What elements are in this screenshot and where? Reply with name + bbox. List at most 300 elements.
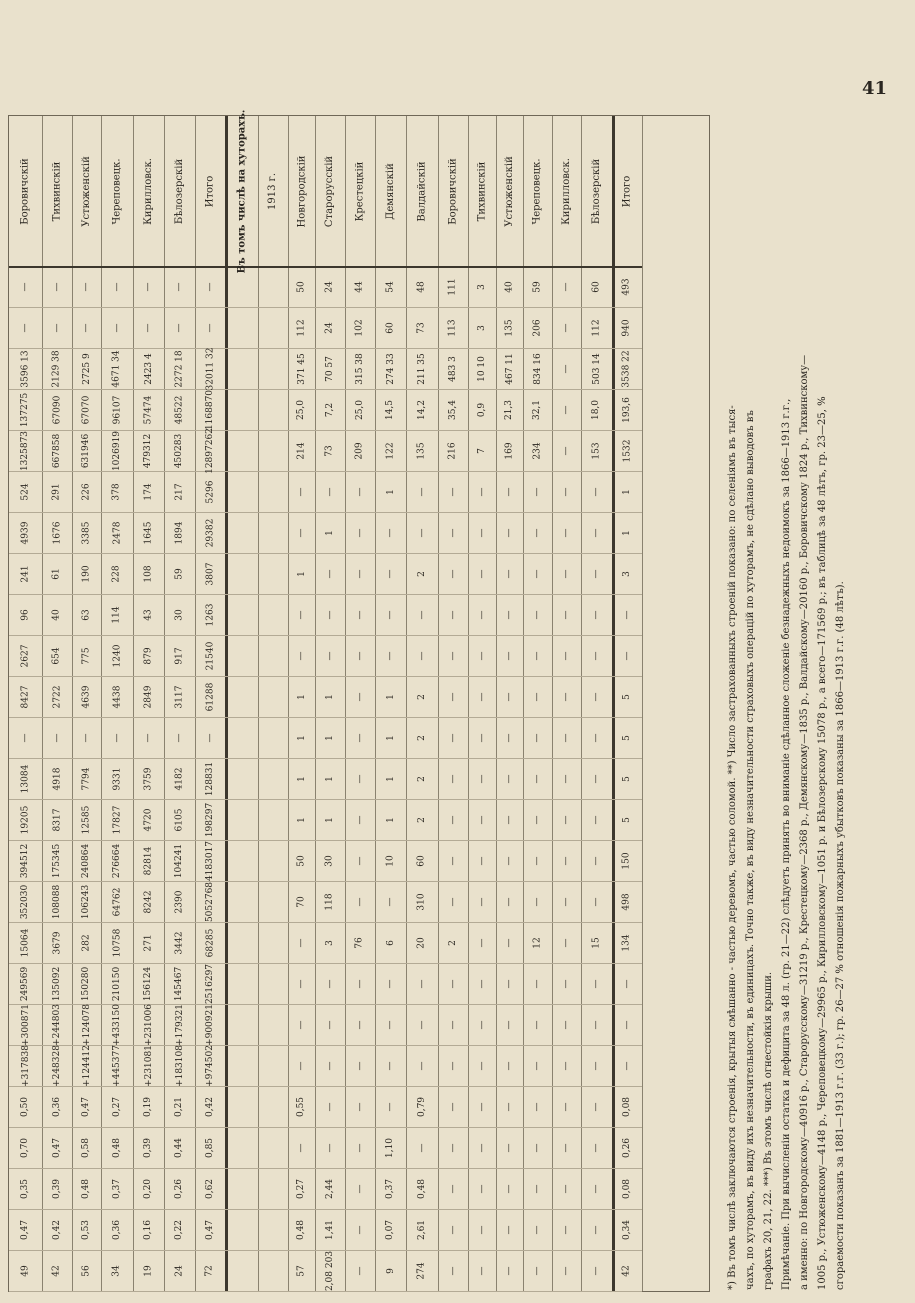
table-cell: 1,10 <box>375 1127 406 1169</box>
row-label: Тихвинскій <box>42 116 72 268</box>
table-cell: 291 <box>42 471 72 513</box>
table-cell: 450283 <box>164 430 195 472</box>
table-cell: — <box>42 307 72 349</box>
table-cell: 8317 <box>42 799 72 841</box>
table-cell: 4918 <box>42 758 72 800</box>
row-label: Кирилловск. <box>552 116 581 268</box>
table-cell: — <box>406 963 438 1005</box>
table-cell: — <box>288 1045 315 1087</box>
table-row <box>438 116 469 1291</box>
table-cell <box>225 430 258 472</box>
table-cell: — <box>581 963 612 1005</box>
table-cell: — <box>581 1250 612 1292</box>
table-cell: +300871 <box>9 1004 42 1046</box>
table-cell: 2516297 <box>195 963 225 1005</box>
table-cell: — <box>438 963 468 1005</box>
table-cell: — <box>315 594 345 636</box>
table-cell: 2 <box>406 676 438 718</box>
table-cell: — <box>288 1127 315 1169</box>
table-cell: 48 <box>406 266 438 308</box>
table-cell: — <box>406 512 438 554</box>
table-cell: 917 <box>164 635 195 677</box>
row-label: Боровичскій <box>9 116 42 268</box>
table-cell: — <box>438 594 468 636</box>
table-cell: 274 33 <box>375 348 406 390</box>
table-cell: 3 <box>468 307 496 349</box>
table-cell: 0,27 <box>101 1086 133 1128</box>
table-cell: 282 <box>72 922 101 964</box>
table-cell <box>258 1250 288 1292</box>
table-cell: — <box>552 922 581 964</box>
table-cell: 0,62 <box>195 1168 225 1210</box>
row-label: Бѣлозерскій <box>164 116 195 268</box>
table-cell: +900921 <box>195 1004 225 1046</box>
table-cell: — <box>552 799 581 841</box>
table-cell: 14,5 <box>375 389 406 431</box>
table-cell: 102 <box>345 307 375 349</box>
table-cell: — <box>468 1004 496 1046</box>
table-cell: 169 <box>496 430 523 472</box>
table-cell: — <box>438 1209 468 1251</box>
table-cell: — <box>468 1127 496 1169</box>
table-cell: 1,41 <box>315 1209 345 1251</box>
table-cell: 667858 <box>42 430 72 472</box>
table-cell: — <box>612 1004 642 1046</box>
row-label: 1913 г. <box>258 116 288 268</box>
table-cell: — <box>345 553 375 595</box>
table-cell: — <box>552 963 581 1005</box>
table-cell: 29382 <box>195 512 225 554</box>
row-label: Итого <box>612 116 642 268</box>
table-cell: — <box>133 266 164 308</box>
table-cell: — <box>552 1250 581 1292</box>
table-cell: — <box>195 266 225 308</box>
table-cell: — <box>438 1004 468 1046</box>
table-cell: 63 <box>72 594 101 636</box>
table-cell: — <box>406 471 438 513</box>
table-cell: 240864 <box>72 840 101 882</box>
table-cell: — <box>438 635 468 677</box>
table-cell: — <box>406 1127 438 1169</box>
table-cell: 274 <box>406 1250 438 1292</box>
table-cell: 7,2 <box>315 389 345 431</box>
table-cell: — <box>581 1045 612 1087</box>
table-cell: — <box>468 553 496 595</box>
table-cell: 834 16 <box>523 348 552 390</box>
table-cell: 234 <box>523 430 552 472</box>
table-cell: — <box>552 348 581 390</box>
table-cell: — <box>523 840 552 882</box>
table-cell: — <box>523 1004 552 1046</box>
table-cell: 216 <box>438 430 468 472</box>
table-cell: 352030 <box>9 881 42 923</box>
table-cell: — <box>438 840 468 882</box>
table-cell: 135 <box>406 430 438 472</box>
table-cell: — <box>345 1168 375 1210</box>
row-label: Крестецкій <box>345 116 375 268</box>
table-row <box>72 116 102 1291</box>
table-cell <box>258 963 288 1005</box>
table-cell: 276664 <box>101 840 133 882</box>
table-cell: +433150 <box>101 1004 133 1046</box>
table-cell: 30 <box>315 840 345 882</box>
table-cell: — <box>345 963 375 1005</box>
row-label: Череповецк. <box>523 116 552 268</box>
table-cell <box>225 635 258 677</box>
table-cell: 2722 <box>42 676 72 718</box>
table-cell: — <box>315 1045 345 1087</box>
table-cell: — <box>345 1209 375 1251</box>
table-cell: — <box>288 963 315 1005</box>
table-cell: 112 <box>288 307 315 349</box>
table-cell: — <box>552 471 581 513</box>
table-cell: 3385 <box>72 512 101 554</box>
table-cell: 2725 9 <box>72 348 101 390</box>
table-cell: — <box>468 471 496 513</box>
table-cell: — <box>523 594 552 636</box>
table-cell: 0,47 <box>195 1209 225 1251</box>
table-cell: — <box>612 594 642 636</box>
row-label: Новгородскій <box>288 116 315 268</box>
table-cell: — <box>345 799 375 841</box>
table-cell <box>258 1045 288 1087</box>
table-cell: — <box>552 717 581 759</box>
table-cell: — <box>375 963 406 1005</box>
table-cell: 4438 <box>101 676 133 718</box>
table-cell: 3 <box>468 266 496 308</box>
table-cell <box>258 635 288 677</box>
table-cell: 12 <box>523 922 552 964</box>
table-cell <box>225 922 258 964</box>
table-cell: — <box>406 1004 438 1046</box>
table-cell: — <box>9 266 42 308</box>
footnote-line: Примѣчаніе. При вычисленіи остатка и дефицита за 48 л. (гр. 21—22) слѣдуетъ принять во вниманіе сдѣланное сложеніе безнадежныхъ недоимокъ за 1866—1913 г.г., <box>781 398 792 1290</box>
table-cell: 315 38 <box>345 348 375 390</box>
table-cell: 0,26 <box>612 1127 642 1169</box>
table-cell: 3117 <box>164 676 195 718</box>
table-cell: 48522 <box>164 389 195 431</box>
table-cell: 2 <box>406 553 438 595</box>
row-label: Устюженскій <box>496 116 523 268</box>
table-cell: 50 <box>288 840 315 882</box>
table-cell: 198297 <box>195 799 225 841</box>
table-cell: — <box>164 266 195 308</box>
table-cell: 0,07 <box>375 1209 406 1251</box>
table-cell: 0,34 <box>612 1209 642 1251</box>
table-cell: 42 <box>612 1250 642 1292</box>
table-cell: — <box>345 881 375 923</box>
table-cell: 1 <box>375 471 406 513</box>
table-row <box>552 116 582 1291</box>
table-cell: — <box>552 266 581 308</box>
table-cell: 0,39 <box>133 1127 164 1169</box>
table-cell <box>225 676 258 718</box>
table-cell: — <box>345 1250 375 1292</box>
table-cell: 271 <box>133 922 164 964</box>
table-cell: — <box>496 963 523 1005</box>
table-cell: 3 <box>315 922 345 964</box>
table-cell: 145467 <box>164 963 195 1005</box>
table-cell: — <box>552 1004 581 1046</box>
table-cell: — <box>581 676 612 718</box>
table-cell: — <box>523 512 552 554</box>
table-cell: — <box>496 1250 523 1292</box>
table-cell: — <box>438 553 468 595</box>
table-cell: — <box>133 717 164 759</box>
table-cell: 3807 <box>195 553 225 595</box>
row-label: Итого <box>195 116 225 268</box>
table-cell: 18,0 <box>581 389 612 431</box>
table-cell: — <box>523 881 552 923</box>
table-cell: — <box>468 922 496 964</box>
table-cell: 394512 <box>9 840 42 882</box>
table-cell: 0,48 <box>101 1127 133 1169</box>
table-cell <box>225 1004 258 1046</box>
table-cell: — <box>288 1004 315 1046</box>
table-cell: 0,26 <box>164 1168 195 1210</box>
table-cell: 72 <box>195 1250 225 1292</box>
table-cell: — <box>523 1045 552 1087</box>
table-cell: — <box>345 512 375 554</box>
table-row <box>101 116 134 1291</box>
table-cell <box>258 594 288 636</box>
table-cell: 5 <box>612 717 642 759</box>
table-cell: — <box>496 717 523 759</box>
table-cell: — <box>164 307 195 349</box>
table-cell: 54 <box>375 266 406 308</box>
table-cell: 524 <box>9 471 42 513</box>
table-cell: — <box>375 1045 406 1087</box>
table-cell: — <box>288 512 315 554</box>
table-cell: — <box>523 1127 552 1169</box>
table-cell: 0,9 <box>468 389 496 431</box>
table-cell: 70 57 <box>315 348 345 390</box>
table-cell: — <box>345 717 375 759</box>
table-cell <box>258 922 288 964</box>
table-cell: 13084 <box>9 758 42 800</box>
table-cell: — <box>438 758 468 800</box>
table-cell: 96107 <box>101 389 133 431</box>
table-cell: 0,36 <box>101 1209 133 1251</box>
table-cell: 6105 <box>164 799 195 841</box>
footnote-line: *) Въ томъ числѣ заключаются строенія, крытыя смѣшанно - частью деревомъ, частью соломой. **) Число застрахованныхъ строеній показано: по селеніямъ въ тыся- <box>727 405 738 1290</box>
table-cell: — <box>345 1127 375 1169</box>
table-cell: 631946 <box>72 430 101 472</box>
table-row <box>523 116 553 1291</box>
table-cell: 3442 <box>164 922 195 964</box>
table-cell: — <box>523 963 552 1005</box>
table-cell: 73 <box>315 430 345 472</box>
table-cell: 50 <box>288 266 315 308</box>
table-cell: 5 <box>612 676 642 718</box>
table-cell: 43 <box>133 594 164 636</box>
table-cell: — <box>523 471 552 513</box>
table-cell: — <box>523 1168 552 1210</box>
table-cell: 108 <box>133 553 164 595</box>
table-cell: 96 <box>9 594 42 636</box>
table-cell: +231081 <box>133 1045 164 1087</box>
table-cell: — <box>496 553 523 595</box>
table-cell: — <box>496 881 523 923</box>
table-cell: — <box>581 799 612 841</box>
table-cell: 0,22 <box>164 1209 195 1251</box>
table-cell: 30 <box>164 594 195 636</box>
table-cell: 59 <box>164 553 195 595</box>
table-cell: — <box>406 1045 438 1087</box>
table-cell: 3679 <box>42 922 72 964</box>
table-cell: 0,48 <box>288 1209 315 1251</box>
table-cell: — <box>195 307 225 349</box>
table-cell: 49 <box>9 1250 42 1292</box>
table-cell: — <box>496 1168 523 1210</box>
table-cell: 775 <box>72 635 101 677</box>
table-cell: — <box>101 266 133 308</box>
table-cell: — <box>315 471 345 513</box>
table-cell: 0,27 <box>288 1168 315 1210</box>
table-cell <box>258 799 288 841</box>
table-cell: 67090 <box>42 389 72 431</box>
table-cell: 5052768 <box>195 881 225 923</box>
table-cell: 15 <box>581 922 612 964</box>
table-cell: 9 <box>375 1250 406 1292</box>
table-cell: 70 <box>288 881 315 923</box>
table-cell: — <box>468 840 496 882</box>
table-cell: 118 <box>315 881 345 923</box>
table-cell: 0,20 <box>133 1168 164 1210</box>
table-cell: — <box>438 676 468 718</box>
table-cell: — <box>496 1045 523 1087</box>
table-cell: — <box>315 1127 345 1169</box>
table-cell <box>225 553 258 595</box>
table-cell: — <box>552 1127 581 1169</box>
table-cell: 467 11 <box>496 348 523 390</box>
table-cell: — <box>496 758 523 800</box>
table-cell: 5 <box>612 799 642 841</box>
table-cell: 19205 <box>9 799 42 841</box>
table-cell <box>225 799 258 841</box>
table-cell: — <box>468 799 496 841</box>
table-cell: — <box>468 594 496 636</box>
table-cell: — <box>552 1168 581 1210</box>
table-cell <box>258 1209 288 1251</box>
table-cell: 64762 <box>101 881 133 923</box>
table-cell: 108088 <box>42 881 72 923</box>
table-cell: — <box>72 307 101 349</box>
table-cell: 68285 <box>195 922 225 964</box>
table-cell: 1645 <box>133 512 164 554</box>
table-cell: — <box>315 1086 345 1128</box>
table-cell: 1 <box>612 471 642 513</box>
table-cell: 479312 <box>133 430 164 472</box>
table-cell: — <box>438 717 468 759</box>
table-cell: 1676 <box>42 512 72 554</box>
table-cell: — <box>438 512 468 554</box>
table-cell: 0,39 <box>42 1168 72 1210</box>
table-cell: — <box>552 512 581 554</box>
table-cell: — <box>468 676 496 718</box>
table-cell: 226 <box>72 471 101 513</box>
table-cell: — <box>438 881 468 923</box>
table-cell: — <box>345 1086 375 1128</box>
table-cell: 76 <box>345 922 375 964</box>
table-cell: 57 <box>288 1250 315 1292</box>
table-cell: — <box>496 799 523 841</box>
table-cell: — <box>496 676 523 718</box>
table-cell <box>225 717 258 759</box>
table-cell: — <box>496 1004 523 1046</box>
table-cell: 32011 32 <box>195 348 225 390</box>
table-cell: — <box>612 963 642 1005</box>
table-cell: — <box>581 1168 612 1210</box>
row-label: Череповецк. <box>101 116 133 268</box>
table-cell: 10 <box>375 840 406 882</box>
table-cell: 2478 <box>101 512 133 554</box>
table-cell: 7794 <box>72 758 101 800</box>
table-cell: 12897262 <box>195 430 225 472</box>
table-cell: 9331 <box>101 758 133 800</box>
table-cell <box>225 594 258 636</box>
table-cell: 0,19 <box>133 1086 164 1128</box>
table-cell: 106243 <box>72 881 101 923</box>
table-cell: — <box>468 635 496 677</box>
footnote-line: чахъ, по хуторамъ, въ виду ихъ незначительности, въ единицахъ. Точно также, въ виду незначительности страховыхъ операцій по хуторамъ, не сдѣлано выводовъ въ <box>745 410 756 1290</box>
table-cell: — <box>438 799 468 841</box>
table-cell: 1 <box>612 512 642 554</box>
table-cell <box>258 307 288 349</box>
table-cell: — <box>468 963 496 1005</box>
table-cell: 135 <box>496 307 523 349</box>
table-cell <box>225 881 258 923</box>
table-cell: — <box>315 553 345 595</box>
table-cell: 61288 <box>195 676 225 718</box>
table-cell: 2 <box>406 717 438 759</box>
table-cell: 241 <box>9 553 42 595</box>
table-cell: 0,42 <box>42 1209 72 1251</box>
table-cell: 228 <box>101 553 133 595</box>
table-cell: 1026919 <box>101 430 133 472</box>
table-cell: — <box>581 635 612 677</box>
row-label: Тихвинскій <box>468 116 496 268</box>
table-cell: — <box>315 963 345 1005</box>
table-cell: 371 45 <box>288 348 315 390</box>
page-number: 41 <box>862 78 888 99</box>
table-cell: 3 <box>612 553 642 595</box>
table-cell: 940 <box>612 307 642 349</box>
table-cell: 25,0 <box>288 389 315 431</box>
table-cell: — <box>496 635 523 677</box>
table-cell: — <box>164 717 195 759</box>
table-cell: — <box>552 758 581 800</box>
table-cell: 12585 <box>72 799 101 841</box>
table-cell: — <box>438 1250 468 1292</box>
table-cell: 0,37 <box>375 1168 406 1210</box>
table-cell: — <box>288 922 315 964</box>
table-cell: 2,61 <box>406 1209 438 1251</box>
table-cell: 1 <box>315 717 345 759</box>
table-cell: 1 <box>315 676 345 718</box>
table-cell: — <box>9 717 42 759</box>
table-cell <box>225 307 258 349</box>
table-cell: 8427 <box>9 676 42 718</box>
table-cell <box>225 471 258 513</box>
table-cell: 1 <box>375 717 406 759</box>
table-cell: — <box>612 1045 642 1087</box>
table-cell <box>258 1004 288 1046</box>
table-cell: 1 <box>315 512 345 554</box>
table-cell: 1240 <box>101 635 133 677</box>
table-cell <box>225 1127 258 1169</box>
row-label: Боровичскій <box>438 116 468 268</box>
